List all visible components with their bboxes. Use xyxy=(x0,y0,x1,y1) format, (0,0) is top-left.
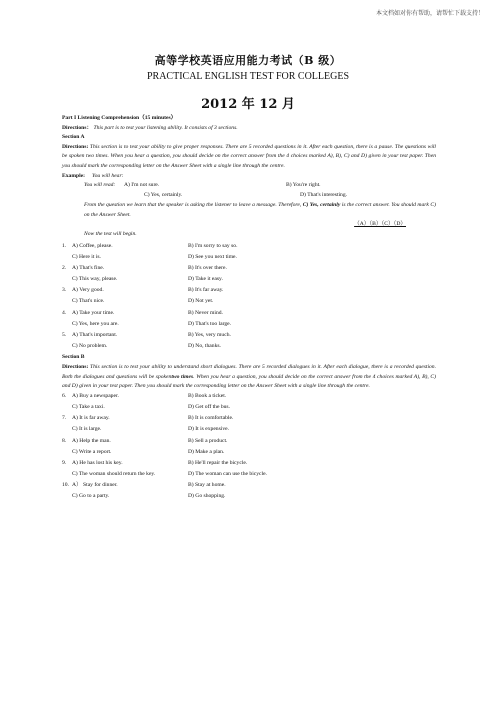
question-row xyxy=(62,309,436,320)
choice-b: B) Sell a product. xyxy=(188,437,228,444)
choice-d: D) That's too large. xyxy=(188,320,232,327)
example-answer-mark xyxy=(62,220,406,230)
section-b-two-times: two times xyxy=(171,373,194,380)
section-b-directions-label: Directions: xyxy=(62,364,89,370)
choice-a: A) That's fine. xyxy=(72,264,105,271)
choice-a: A) Buy a newspaper. xyxy=(72,392,119,399)
choice-d: D) Get off the bus. xyxy=(188,403,230,410)
question-number: 10. xyxy=(62,482,69,489)
example-choices-row2 xyxy=(62,191,436,201)
question-number: 1. xyxy=(62,242,67,249)
choice-b: B) He'll repair the bicycle. xyxy=(188,459,248,466)
exam-body xyxy=(62,114,436,504)
example-intro xyxy=(62,172,436,182)
choice-d: D) Make a plan. xyxy=(188,448,225,455)
example-choices-row1 xyxy=(62,181,436,191)
section-b-questions xyxy=(62,392,436,504)
choice-d: D) It is expensive. xyxy=(188,426,230,433)
question-row xyxy=(62,414,436,425)
part1-directions xyxy=(62,124,436,134)
question-number: 7. xyxy=(62,415,67,422)
choice-b: B) It's far away. xyxy=(188,287,224,294)
question-number: 3. xyxy=(62,287,67,294)
section-a-directions-line2: there is a pause. The questions will be spoken two times. When you hear a question, you should decide on the correct answer from xyxy=(62,143,436,160)
choice-a: A) He has lost his key. xyxy=(72,459,123,466)
exam-date: 2012 年 12 月 xyxy=(201,97,295,112)
example-read: You will read: xyxy=(84,182,116,189)
section-b-heading: Section B xyxy=(62,354,85,361)
question-number: 9. xyxy=(62,459,67,466)
title-english: PRACTICAL ENGLISH TEST FOR COLLEGES xyxy=(146,71,350,82)
choice-a: A） Stay for dinner. xyxy=(72,482,118,489)
section-b-directions-line2c: . When you hear a question, you xyxy=(193,373,267,380)
choice-a: A) It is far away. xyxy=(72,415,110,422)
choice-c: C) It is large. xyxy=(72,426,102,433)
choice-c: C) Go to a party. xyxy=(72,493,110,500)
question-row xyxy=(62,437,436,448)
example-choice-d: D) That's interesting. xyxy=(300,192,348,199)
section-b-directions-line4: the corresponding letter on the Answer Sheet with a single line through the centre. xyxy=(185,383,370,390)
choice-c: C) That's nice. xyxy=(72,298,105,305)
question-row xyxy=(62,320,436,331)
example-choice-b: B) You're right. xyxy=(286,182,321,189)
choice-c: C) Yes, here you are. xyxy=(72,320,119,327)
answer-mark-choices: （A）（B）（C）（D） xyxy=(354,221,406,228)
explanation-is: is xyxy=(341,202,346,209)
choice-c: C) Here it is. xyxy=(72,253,101,260)
explanation-line1: From the question we learn that the speaker is asking the listener to leave a message. Therefore, xyxy=(84,202,302,209)
choice-b: B) It is comfortable. xyxy=(188,415,234,422)
example-choice-c: C) Yes, certainly. xyxy=(144,192,183,199)
section-a-directions-line3: the 4 choices marked A), B), C) and D) given in your test paper. Then you should mark the corresponding letter on the Answer xyxy=(62,153,436,169)
question-row xyxy=(62,403,436,414)
question-row xyxy=(62,242,436,253)
choice-a: A) Take your time. xyxy=(72,309,115,316)
example-explanation xyxy=(62,201,436,220)
section-a-directions-line4: Sheet with a single line through the centre. xyxy=(189,162,285,169)
question-row xyxy=(62,286,436,297)
question-row xyxy=(62,470,436,481)
choice-b: B) It's over there. xyxy=(188,264,227,271)
section-a-heading: Section A xyxy=(62,134,85,141)
choice-c: C) No problem. xyxy=(72,343,108,350)
question-number: 6. xyxy=(62,392,67,399)
example-hear: You will hear: xyxy=(92,172,124,179)
question-row xyxy=(62,275,436,286)
part1-directions-text: This part is to test your listening ability. It consists of 3 sections. xyxy=(93,124,238,131)
choice-a: A) Help the man. xyxy=(72,437,111,444)
choice-c: C) This way, please. xyxy=(72,276,118,283)
choice-d: D) See you next time. xyxy=(188,253,237,260)
choice-a: A) Very good. xyxy=(72,287,104,294)
question-row xyxy=(62,297,436,308)
choice-b: B) Stay at home. xyxy=(188,482,226,489)
question-row xyxy=(62,264,436,275)
question-row xyxy=(62,253,436,264)
question-row xyxy=(62,392,436,403)
section-a-directions-line1: This section is to test your ability to give proper responses. There are 5 recorded questions in it. After each question, xyxy=(89,143,355,150)
choice-b: B) Never mind. xyxy=(188,309,223,316)
choice-d: D) Go shopping. xyxy=(188,493,226,500)
choice-d: D) Not yet. xyxy=(188,298,214,305)
question-row xyxy=(62,331,436,342)
choice-a: A) Coffee, please. xyxy=(72,242,113,249)
part1-directions-label: Directions： xyxy=(62,124,93,131)
section-a-directions xyxy=(62,143,436,172)
question-row xyxy=(62,492,436,503)
choice-c: C) Write a report. xyxy=(72,448,112,455)
choice-c: C) Take a taxi. xyxy=(72,403,105,410)
question-row xyxy=(62,448,436,459)
choice-d: D) No, thanks. xyxy=(188,343,221,350)
section-b-directions-line2a: dialogue, there is a recorded question. Both the dialogues and questions will be spoken xyxy=(62,364,436,380)
title-chinese: 高等学校英语应用能力考试（B 级） xyxy=(154,54,342,67)
test-begin: Now the test will begin. xyxy=(84,230,137,237)
download-banner: 本文档如对你有帮助，请帮忙下载支持！ xyxy=(375,10,484,17)
part1-heading: Part I Listening Comprehension（15 minutes） xyxy=(62,115,177,121)
section-b-directions-line3: should decide on the correct answer from the 4 choices marked A), B), C) and D) given in your test paper. Then you should mark xyxy=(62,373,436,390)
explanation-line2: the correct answer. You should mark C) on the Answer Sheet. xyxy=(84,202,437,218)
section-a-questions xyxy=(62,242,436,354)
choice-b: B) Book a ticket. xyxy=(188,392,227,399)
choice-c: C) The woman should return the key. xyxy=(72,471,156,478)
section-b-directions-line1: This section is to test your ability to understand short dialogues. There are 5 recorded dialogues in it. After each xyxy=(90,364,347,370)
question-row xyxy=(62,481,436,492)
choice-b: B) Yes, very much. xyxy=(188,332,231,339)
question-row xyxy=(62,425,436,436)
example-choice-a: A) I'm not sure. xyxy=(124,182,160,189)
question-row xyxy=(62,459,436,470)
section-b-directions xyxy=(62,363,436,392)
example-label: Example: xyxy=(62,172,85,179)
question-number: 4. xyxy=(62,309,67,316)
section-a-directions-label: Directions: xyxy=(62,143,89,150)
choice-b: B) I'm sorry to say so. xyxy=(188,242,238,249)
question-row xyxy=(62,342,436,353)
choice-d: D) The woman can use the bicycle. xyxy=(188,471,267,478)
explanation-answer: C) Yes, certainly xyxy=(302,202,341,209)
question-number: 2. xyxy=(62,264,67,271)
choice-a: A) That's important. xyxy=(72,332,118,339)
question-number: 8. xyxy=(62,437,67,444)
question-number: 5. xyxy=(62,332,67,339)
choice-d: D) Take it easy. xyxy=(188,276,223,283)
